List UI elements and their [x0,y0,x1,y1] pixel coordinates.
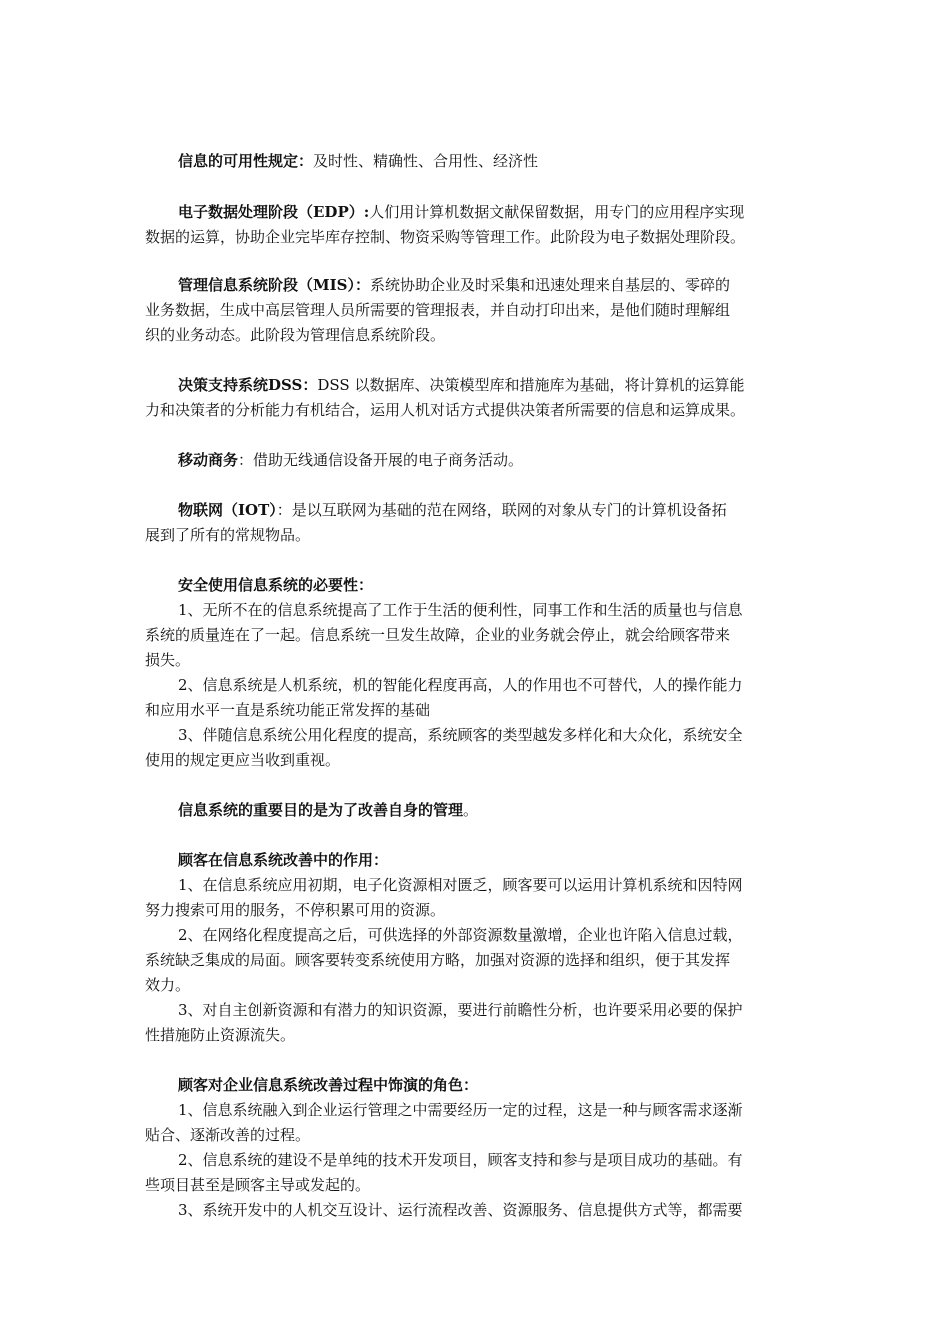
paragraph-dss [178,373,744,398]
paragraph-mis-line: 业务数据，生成中高层管理人员所需要的管理报表，并自动打印出来，是他们随时理解组 [145,301,731,319]
paragraph-mobile-commerce [178,448,523,473]
section-heading-customer-role [178,848,388,873]
list-item: 1、信息系统融入到企业运行管理之中需要经历一定的过程，这是一种与顾客需求逐渐 [178,1101,743,1119]
section-heading: 顾客在信息系统改善中的作用： [178,851,389,869]
list-item-cont: 些项目甚至是顾客主导或发起的。 [145,1176,371,1194]
list-item: 1、在信息系统应用初期，电子化资源相对匮乏，顾客要可以运用计算机系统和因特网 [178,876,743,894]
section-heading: 顾客对企业信息系统改善过程中饰演的角色： [178,1076,479,1094]
term-heading: 信息系统的重要目的是为了改善自身的管理 [178,801,464,819]
paragraph-edp [178,200,744,225]
paragraph-mis [178,273,730,298]
term-heading: 电子数据处理阶段（EDP）: [178,203,370,221]
list-item-cont: 系统缺乏集成的局面。顾客要转变系统使用方略，加强对资源的选择和组织，便于其发挥 [145,951,731,969]
paragraph-iot-line: 展到了所有的常规物品。 [145,526,311,544]
term-body: 系统协助企业及时采集和迅速处理来自基层的、零碎的 [369,276,730,294]
list-item-cont: 损失。 [145,651,191,669]
paragraph-purpose [178,798,478,823]
term-heading: 移动商务 [178,451,239,469]
term-body: ：是以互联网为基础的范在网络，联网的对象从专门的计算机设备拓 [276,501,727,519]
list-item-cont: 和应用水平一直是系统功能正常发挥的基础 [145,701,431,719]
list-item: 1、无所不在的信息系统提高了工作于生活的便利性，同事工作和生活的质量也与信息 [178,601,743,619]
term-body: 。 [463,801,479,819]
list-item: 2、信息系统的建设不是单纯的技术开发项目，顾客支持和参与是项目成功的基础。有 [178,1151,743,1169]
paragraph-dss-line: 力和决策者的分析能力有机结合，运用人机对话方式提供决策者所需要的信息和运算成果。 [145,401,746,419]
paragraph-availability [178,149,538,174]
term-body: 及时性、精确性、合用性、经济性 [313,152,539,170]
list-item-cont: 系统的质量连在了一起。信息系统一旦发生故障，企业的业务就会停止，就会给顾客带来 [145,626,731,644]
list-item-cont: 性措施防止资源流失。 [145,1026,296,1044]
term-heading: 管理信息系统阶段（MIS）： [178,276,370,294]
section-heading: 安全使用信息系统的必要性： [178,576,374,594]
term-heading: 决策支持系统DSS： [178,376,318,394]
section-heading-security [178,573,373,598]
section-heading-customer-character [178,1073,478,1098]
list-item: 3、对自主创新资源和有潜力的知识资源，要进行前瞻性分析，也许要采用必要的保护 [178,1001,743,1019]
list-item: 2、信息系统是人机系统，机的智能化程度再高，人的作用也不可替代，人的操作能力 [178,676,743,694]
paragraph-mis-line: 织的业务动态。此阶段为管理信息系统阶段。 [145,326,446,344]
list-item: 3、系统开发中的人机交互设计、运行流程改善、资源服务、信息提供方式等，都需要 [178,1201,743,1219]
term-body: 人们用计算机数据文献保留数据，用专门的应用程序实现 [369,203,745,221]
term-body: DSS 以数据库、决策模型库和措施库为基础，将计算机的运算能 [317,376,745,394]
list-item-cont: 贴合、逐渐改善的过程。 [145,1126,311,1144]
paragraph-edp-line: 数据的运算，协助企业完毕库存控制、物资采购等管理工作。此阶段为电子数据处理阶段。 [145,228,746,246]
list-item: 2、在网络化程度提高之后，可供选择的外部资源数量激增，企业也许陷入信息过载， [178,926,743,944]
term-heading: 信息的可用性规定： [178,152,314,170]
list-item-cont: 使用的规定更应当收到重视。 [145,751,341,769]
paragraph-iot [178,498,727,523]
term-body: ：借助无线通信设备开展的电子商务活动。 [238,451,524,469]
term-heading: 物联网（IOT） [178,501,277,519]
list-item-cont: 效力。 [145,976,191,994]
list-item-cont: 努力搜索可用的服务，不停积累可用的资源。 [145,901,446,919]
list-item: 3、伴随信息系统公用化程度的提高，系统顾客的类型越发多样化和大众化，系统安全 [178,726,743,744]
